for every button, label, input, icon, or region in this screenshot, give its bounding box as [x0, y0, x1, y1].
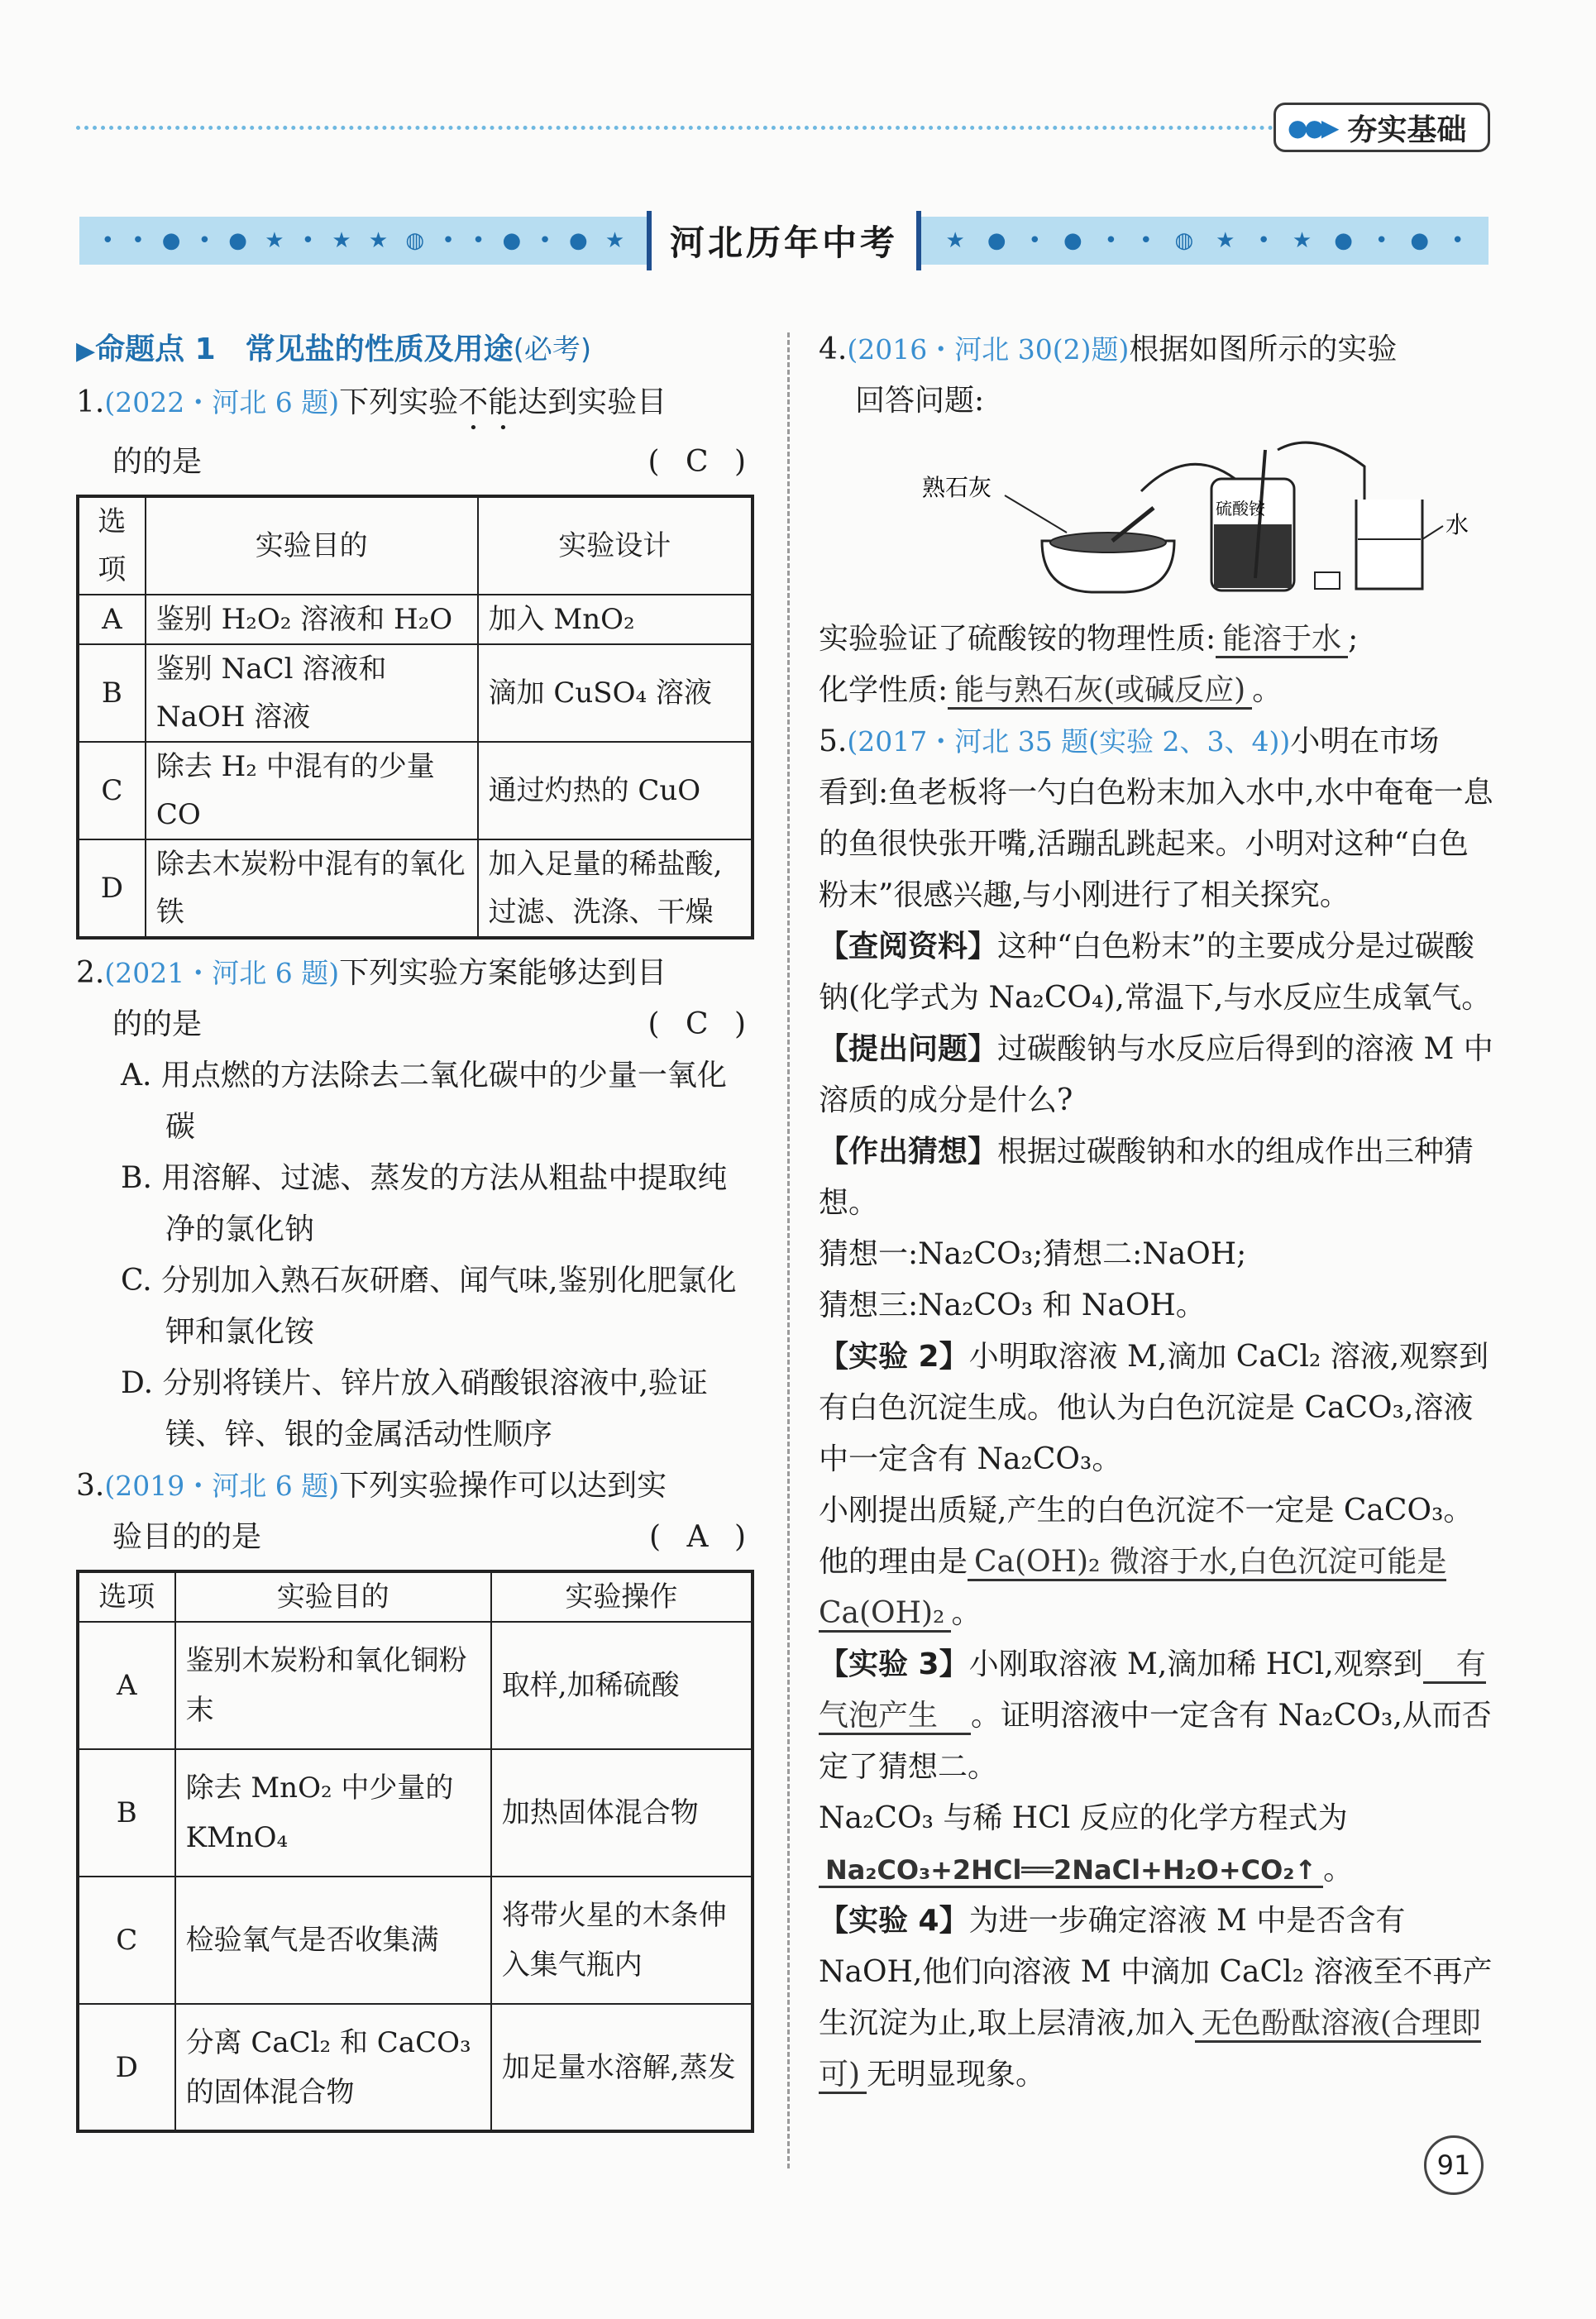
question-3-answer: ( A ): [649, 1520, 754, 1554]
ammonium-sulfate: [1214, 524, 1292, 588]
question-3-source: (2019・河北 6 题): [104, 1470, 340, 1502]
dot-icon: •: [301, 228, 315, 253]
star-icon: ★: [945, 228, 965, 253]
option-b: B. 用溶解、过滤、蒸发的方法从粗盐中提取纯净的氯化钠: [121, 1161, 728, 1246]
option-a: A. 用点燃的方法除去二氧化碳中的少量一氧化碳: [121, 1059, 727, 1144]
experiment-figure: [819, 433, 1497, 607]
triangle-icon: ▶: [76, 337, 96, 366]
question-1-answer: ( C ): [647, 445, 754, 479]
answer-fill: 无色酚酞溶液(合理即可): [819, 2006, 1481, 2094]
banner-title-box: [647, 211, 921, 270]
option-d: D. 分别将镁片、锌片放入硝酸银溶液中,验证镁、锌、银的金属活动性顺序: [121, 1366, 708, 1451]
dot-icon: •: [1028, 228, 1041, 253]
answer-fill: 能与熟石灰(或碱反应): [948, 673, 1252, 710]
dot-icon: •: [198, 228, 212, 253]
topic-heading: ▶命题点 1 常见盐的性质及用途(必考): [76, 332, 592, 366]
star-icon: ★: [332, 228, 351, 253]
circle-icon: ●: [1334, 228, 1353, 253]
answer-fill: 能溶于水: [1216, 622, 1348, 658]
dot-icon: •: [101, 228, 114, 253]
dot-icon: •: [131, 228, 145, 253]
table-row: A 鉴别 H₂O₂ 溶液和 H₂O 加入 MnO₂: [78, 595, 753, 644]
table-row: D 分离 CaCl₂ 和 CaCO₃ 的固体混合物 加足量水溶解,蒸发: [78, 2004, 753, 2131]
question-5: 5.(2017・河北 35 题(实验 2、3、4))小明在市场 看到:鱼老板将一勺白色粉末加入水中,水中奄奄一息的鱼很快张开嘴,活蹦乱跳起来。小明对这种“白色粉末”很感兴趣,与小刚进行了相关探究。 【查阅资料】这种“白色粉末”的主要成分是过碳酸钠(化学式为 Na₂CO₄),常温下,与水反应生成氧气。 【提出问题】过碳酸钠与水反应后得到的溶液 M 中溶质的成分是什么? 【作出猜想】根据过碳酸钠和水的组成作出三种猜想。 猜想一:Na₂CO₃;猜想二:NaOH; 猜想三:Na₂CO₃ 和 NaOH。 【实验 2】小明取溶液 M,滴加 CaCl₂ 溶液,观察到有白色沉淀生成。他认为白色沉淀是 CaCO₃,溶液中一定含有 Na₂CO₃。 小刚提出质疑,产生的白色沉淀不一定是 CaCO₃。他的理由是 Ca(OH)₂ 微溶于水,白色沉淀可能是 Ca(OH)₂ 。 【实验 3】小刚取溶液 M,滴加稀 HCl,观察到 有气泡产生 。证明溶液中一定含有 Na₂CO₃,从而否定了猜想二。 Na₂CO₃ 与稀 HCl 反应的化学方程式为Na₂CO₃+2HCl══2NaCl+H₂O+CO₂↑ 。 【实验 4】为进一步确定溶液 M 中是否含有 NaOH,他们向溶液 M 中滴加 CaCl₂ 溶液至不再产生沉淀为止,取上层清液,加入 无色酚酞溶液(合理即可) 无明显现象。: [819, 716, 1497, 2101]
section-label: 【实验 4】: [819, 1904, 969, 1938]
left-column: [76, 324, 754, 2141]
table-header: 实验目的: [146, 496, 478, 595]
table-header: 实验操作: [491, 1571, 753, 1622]
label-pointer: [1422, 526, 1443, 539]
dot-icon: •: [1104, 228, 1118, 253]
star-icon: ★: [604, 228, 625, 253]
table-header-row: [78, 1571, 753, 1622]
question-1-table: [76, 495, 754, 940]
figure-label-salt: 硫酸铵: [1216, 499, 1265, 519]
star-icon: ★: [265, 228, 284, 253]
right-column: [819, 324, 1497, 2101]
page-number: 91: [1424, 2135, 1484, 2195]
question-5-source: (2017・河北 35 题(实验 2、3、4)): [847, 725, 1291, 758]
dot-icon: •: [442, 228, 455, 253]
question-2: 2.(2021・河北 6 题)下列实验方案能够达到目 的的是 ( C ) A. 用点燃的方法除去二氧化碳中的少量一氧化碳 B. 用溶解、过滤、蒸发的方法从粗盐中提取纯净的氯化钠 C. 分别加入熟石灰研磨、闻气味,鉴别化肥氯化钾和氯化铵 D. 分别将镁片、锌片放入硝酸银溶液中,验证镁、锌、银的金属活动性顺序: [76, 948, 754, 1461]
section-label: 【提出问题】: [819, 1032, 998, 1066]
answer-fill: Ca(OH)₂ 微溶于水,白色沉淀可能是 Ca(OH)₂: [819, 1545, 1446, 1633]
figure-label-lime: 熟石灰: [922, 474, 992, 501]
table-row: D 除去木炭粉中混有的氧化铁 加入足量的稀盐酸,过滤、洗涤、干燥: [78, 839, 753, 938]
dot-icon: •: [471, 228, 485, 253]
banner-title: 河北历年中考: [670, 222, 899, 263]
globe-icon: ◍: [1174, 228, 1194, 253]
question-3: 3.(2019・河北 6 题)下列实验操作可以达到实 验目的的是 ( A ) 选项 实验目的 实验操作 A 鉴别木炭粉和氧化铜粉末 取样,加稀硫酸 B 除去 MnO₂ 中少量的 KMnO₄ 加热固体混合物 C 检验氧气是否收集满 将带火星的木条伸入集气瓶内 D 分离 CaCl₂ 和 CaCO₃ 的固体混合物 加足量水溶解,蒸发: [76, 1461, 754, 2133]
small-dish: [1315, 572, 1340, 589]
label-pointer: [1005, 495, 1067, 533]
dot-icon: •: [538, 228, 552, 253]
question-4: 4.(2016・河北 30(2)题)根据如图所示的实验 回答问题: 熟石灰 硫酸铵 水 实验验证了硫酸铵的物理性质: 能溶于水 ; 化学性质: 能与熟石灰(或碱反应) 。: [819, 324, 1497, 716]
table-row: B 鉴别 NaCl 溶液和 NaOH 溶液 滴加 CuSO₄ 溶液: [78, 644, 753, 742]
star-icon: ★: [1292, 228, 1312, 253]
header-dotted-line: [76, 126, 1273, 130]
beaker: [1356, 500, 1422, 589]
lime-powder: [1050, 533, 1166, 552]
option-c: C. 分别加入熟石灰研磨、闻气味,鉴别化肥氯化钾和氯化铵: [121, 1264, 737, 1349]
section-tag: [1273, 103, 1490, 152]
double-arrow-icon: ●●▶: [1288, 113, 1336, 141]
section-label: 【实验 2】: [819, 1340, 969, 1374]
section-tag-label: 夯实基础: [1347, 112, 1467, 147]
section-label: 【查阅资料】: [819, 930, 998, 963]
dot-icon: •: [1257, 228, 1270, 253]
star-icon: ★: [1216, 228, 1235, 253]
table-row: C 检验氧气是否收集满 将带火星的木条伸入集气瓶内: [78, 1877, 753, 2004]
answer-fill: Na₂CO₃+2HCl══2NaCl+H₂O+CO₂↑: [819, 1854, 1323, 1888]
figure-label-water: 水: [1445, 511, 1469, 538]
dot-icon: •: [1374, 228, 1388, 253]
banner-decoration-right: [921, 217, 1488, 265]
experiment-diagram: [819, 433, 1497, 607]
question-1: 1.(2022・河北 6 题)下列实验不能达到实验目 的的是 ( C ) 选项 实验目的 实验设计 A 鉴别 H₂O₂ 溶液和 H₂O 加入 MnO₂ B 鉴别 NaCl 溶液和 NaOH 溶液 滴加 CuSO₄ 溶液 C 除去 H₂ 中混有的少量 CO 通过灼热的 CuO D 除去木炭粉中混有的氧化铁 加入足量的稀盐酸,过滤、洗涤、干燥: [76, 377, 754, 940]
circle-icon: ●: [161, 228, 181, 253]
section-label: 【作出猜想】: [819, 1135, 998, 1169]
table-row: C 除去 H₂ 中混有的少量 CO 通过灼热的 CuO: [78, 742, 753, 839]
globe-icon: ◍: [405, 228, 425, 253]
section-label: 【实验 3】: [819, 1647, 969, 1681]
circle-icon: ●: [1410, 228, 1429, 253]
question-2-source: (2021・河北 6 题): [104, 957, 340, 989]
emphasis-text: 不能: [458, 385, 518, 419]
star-icon: ★: [368, 228, 389, 253]
column-divider: [787, 332, 790, 2168]
answer-fill: 有气泡产生: [819, 1647, 1486, 1735]
table-header: 实验目的: [175, 1571, 491, 1622]
question-4-source: (2016・河北 30(2)题): [847, 333, 1130, 366]
banner-decoration-left: [79, 217, 647, 265]
question-2-answer: ( C ): [647, 1007, 754, 1041]
table-header: 选项: [78, 496, 146, 595]
question-1-source: (2022・河北 6 题): [104, 386, 340, 418]
question-3-table: [76, 1570, 754, 2133]
section-banner: [79, 217, 1488, 265]
table-header-row: [78, 496, 753, 595]
circle-icon: ●: [1063, 228, 1082, 253]
circle-icon: ●: [228, 228, 247, 253]
dot-icon: •: [1140, 228, 1153, 253]
table-row: B 除去 MnO₂ 中少量的 KMnO₄ 加热固体混合物: [78, 1749, 753, 1877]
circle-icon: ●: [987, 228, 1006, 253]
circle-icon: ●: [502, 228, 522, 253]
dot-icon: •: [1451, 228, 1465, 253]
circle-icon: ●: [568, 228, 588, 253]
table-header: 实验设计: [478, 496, 753, 595]
table-row: A 鉴别木炭粉和氧化铜粉末 取样,加稀硫酸: [78, 1622, 753, 1749]
table-header: 选项: [78, 1571, 175, 1622]
